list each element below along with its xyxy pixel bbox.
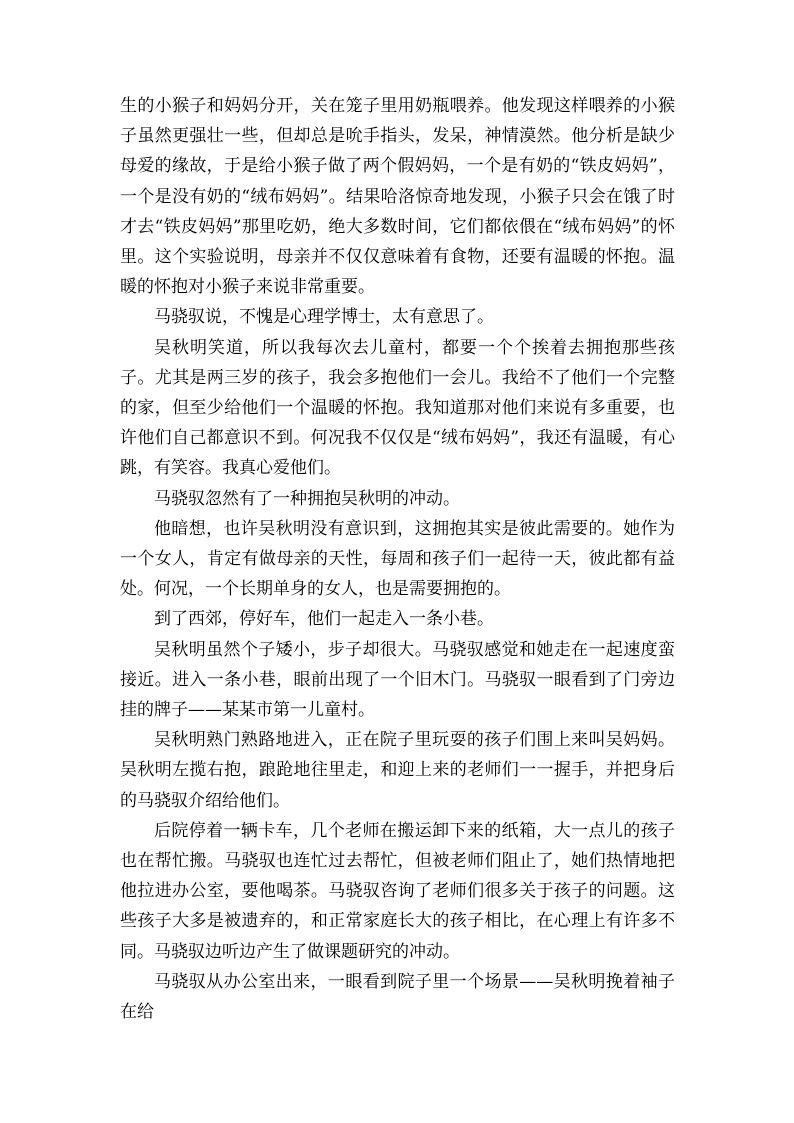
paragraph-9: 后院停着一辆卡车，几个老师在搬运卸下来的纸箱，大一点儿的孩子也在帮忙搬。马骁驭也连忙过去帮忙，但被老师们阻止了，她们热情地把他拉进办公室，要他喝茶。马骁驭咨询了老师们很多关于孩子的问题。这些孩子大多是被遗弃的，和正常家庭长大的孩子相比，在心理上有许多不同。马骁驭边听边产生了做课题研究的冲动。 (120, 820, 675, 962)
paragraph-2: 马骁驭说，不愧是心理学博士，太有意思了。 (154, 307, 494, 328)
paragraph-6: 到了西郊，停好车，他们一起走入一条小巷。 (154, 609, 494, 630)
document-page (120, 91, 675, 1027)
paragraph-3: 吴秋明笑道，所以我每次去儿童村，都要一个个挨着去拥抱那些孩子。尤其是两三岁的孩子，我会多抱他们一会儿。我给不了他们一个完整的家，但至少给他们一个温暖的怀抱。我知道那对他们来说有多重要，也许他们自己都意识不到。何况我不仅仅是“绒布妈妈”，我还有温暖，有心跳，有笑容。我真心爱他们。 (120, 337, 675, 479)
paragraph-4: 马骁驭忽然有了一种拥抱吴秋明的冲动。 (154, 488, 460, 509)
paragraph-1: 生的小猴子和妈妈分开，关在笼子里用奶瓶喂养。他发现这样喂养的小猴子虽然更强壮一些，但却总是吮手指头，发呆，神情漠然。他分析是缺少母爱的缘故，于是给小猴子做了两个假妈妈，一个是有奶的“铁皮妈妈”，一个是没有奶的“绒布妈妈”。结果哈洛惊奇地发现，小猴子只会在饿了时才去“铁皮妈妈”那里吃奶，绝大多数时间，它们都依偎在“绒布妈妈”的怀里。这个实验说明，母亲并不仅仅意味着有食物，还要有温暖的怀抱。温暖的怀抱对小猴子来说非常重要。 (120, 96, 675, 298)
paragraph-7: 吴秋明虽然个子矮小，步子却很大。马骁驭感觉和她走在一起速度蛮接近。进入一条小巷，眼前出现了一个旧木门。马骁驭一眼看到了门旁边挂的牌子——某某市第一儿童村。 (120, 639, 675, 721)
paragraph-10: 马骁驭从办公室出来，一眼看到院子里一个场景——吴秋明挽着袖子在给 (120, 971, 675, 1023)
paragraph-5: 他暗想，也许吴秋明没有意识到，这拥抱其实是彼此需要的。她作为一个女人，肯定有做母亲的天性，每周和孩子们一起待一天，彼此都有益处。何况，一个长期单身的女人，也是需要拥抱的。 (120, 518, 675, 600)
paragraph-8: 吴秋明熟门熟路地进入，正在院子里玩耍的孩子们围上来叫吴妈妈。吴秋明左揽右抱，踉跄地往里走，和迎上来的老师们一一握手，并把身后的马骁驭介绍给他们。 (120, 730, 675, 811)
